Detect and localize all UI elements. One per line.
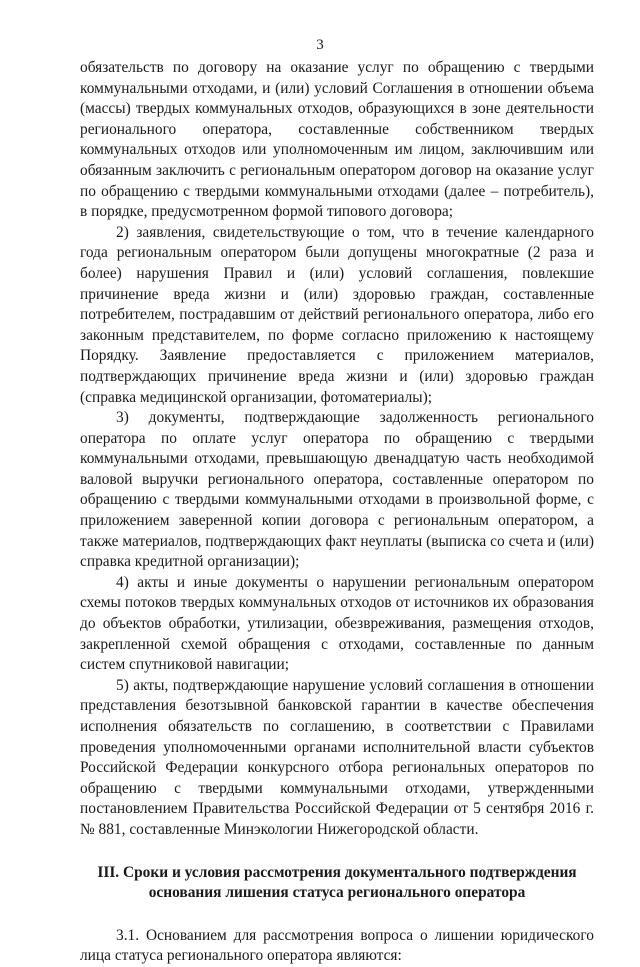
page-number: 3 (316, 37, 324, 53)
document-body (80, 58, 594, 967)
paragraph-item-4: 4) акты и иные документы о нарушении региональным оператором схемы потоков твердых коммунальных отходов от источников их образования до объектов обработки, утилизации, обезвреживания, размещения отходов, закрепленной схемой обращения с отходами, составленные по данным систем спутниковой навигации; (80, 573, 594, 674)
paragraph-3-1: 3.1. Основанием для рассмотрения вопроса о лишении юридического лица статуса регионального оператора являются: (80, 926, 594, 965)
section-heading: III. Сроки и условия рассмотрения документального подтверждения основания лишения статуса регионального оператора (97, 863, 577, 902)
paragraph-item-3: 3) документы, подтверждающие задолженность регионального оператора по оплате услуг оператора по обращению с твердыми коммунальными отходами, превышающую двенадцатую часть необходимой валовой выручки регионального оператора, составленные оператором по обращению с твердыми коммунальными отходами в произвольной форме, с приложением заверенной копии договора с региональным оператором, а также материалов, подтверждающих факт неуплаты (выписка со счета и (или) справка кредитной организации); (80, 409, 594, 571)
paragraph-item-5: 5) акты, подтверждающие нарушение условий соглашения в отношении представления безотзывной банковской гарантии в качестве обеспечения исполнения обязательств по соглашению, в соответствии с Правилами проведения уполномоченными органами исполнительной власти субъектов Российской Федерации конкурсного отбора региональных операторов по обращению с твердыми коммунальными отходами, утвержденными постановлением Правительства Российской Федерации от 5 сентября 2016 г. № 881, составленные Минэкологии Нижегородской области. (80, 676, 594, 838)
paragraph-continuation: обязательств по договору на оказание услуг по обращению с твердыми коммунальными отходами, и (или) условий Соглашения в отношении объема (массы) твердых коммунальных отходов, образующихся в зоне деятельности регионального оператора, составленные собственником твердых коммунальных отходов или уполномоченным им лицом, заключившим или обязанным заключить с региональным оператором договор на оказание услуг по обращению с твердыми коммунальными отходами (далее – потребитель), в порядке, предусмотренном формой типового договора; (80, 59, 594, 221)
paragraph-item-2: 2) заявления, свидетельствующие о том, что в течение календарного года региональным оператором были допущены многократные (2 раза и более) нарушения Правил и (или) условий соглашения, повлекшие причинение вреда жизни и (или) здоровью граждан, составленные потребителем, пострадавшим от действий регионального оператора, либо его законным представителем, по форме согласно приложению к настоящему Порядку. Заявление предоставляется с приложением материалов, подтверждающих причинение вреда жизни и (или) здоровью граждан (справка медицинской организации, фотоматериалы); (80, 223, 594, 406)
